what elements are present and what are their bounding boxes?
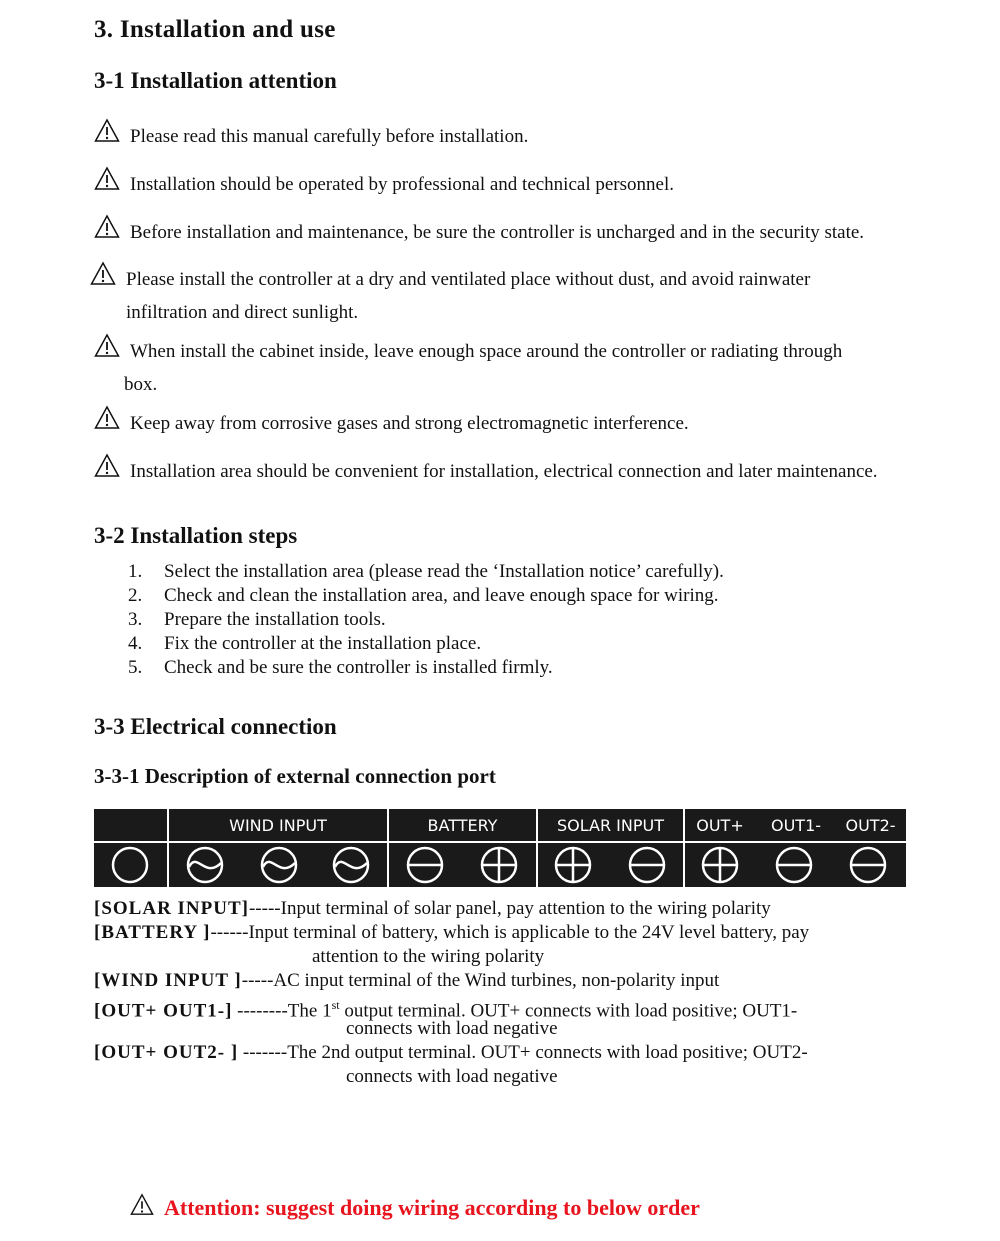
warning-triangle-icon (94, 118, 120, 144)
warning-triangle-icon (94, 453, 120, 479)
list-item (128, 584, 724, 608)
port-description (94, 969, 719, 993)
warning-text: Please install the controller at a dry and ventilated place without dust, and avoid rainwater (126, 269, 811, 290)
positive-terminal-icon (556, 848, 590, 882)
warning-text: Please read this manual carefully before installation. (130, 126, 529, 147)
warning-text: When install the cabinet inside, leave enough space around the controller or radiating through (130, 341, 843, 362)
port-description (94, 1041, 808, 1065)
blank-terminal-icon (113, 848, 147, 882)
positive-terminal-icon (482, 848, 516, 882)
port-dash: ------- (238, 1042, 288, 1063)
negative-terminal-icon (408, 848, 442, 882)
port-text: output terminal. OUT+ connects with load positive; OUT1- (339, 1000, 798, 1022)
warning-triangle-icon (94, 214, 120, 240)
warning-triangle-icon (130, 1193, 154, 1217)
warning-text: Keep away from corrosive gases and strong electromagnetic interference. (130, 413, 689, 434)
step-text: Select the installation area (please read the ‘Installation notice’ carefully). (164, 561, 724, 582)
terminal-strip-diagram (94, 809, 906, 887)
port-text: The 2nd output terminal. OUT+ connects with load positive; OUT2- (287, 1042, 808, 1063)
port-description (94, 921, 809, 945)
negative-terminal-icon (777, 848, 811, 882)
port-dash: -------- (232, 1000, 288, 1022)
list-item (128, 656, 724, 680)
port-text: Input terminal of battery, which is applicable to the 24V level battery, pay (248, 922, 810, 943)
step-number: 1. (128, 561, 143, 582)
warning-text-continued: infiltration and direct sunlight. (126, 302, 359, 323)
section-title: 3. Installation and use (94, 16, 336, 43)
terminal-screws (94, 843, 906, 887)
subsection-title-installation-steps: 3-2 Installation steps (94, 523, 298, 548)
warning-triangle-icon (90, 261, 116, 287)
solar-input-label: SOLAR INPUT (557, 816, 664, 835)
port-text-continued: attention to the wiring polarity (312, 946, 545, 967)
list-item (128, 608, 724, 632)
step-number: 3. (128, 609, 143, 630)
list-item (128, 632, 724, 656)
port-description (94, 897, 771, 921)
out2-minus-label: OUT2- (845, 816, 896, 835)
subsection-title-electrical-connection: 3-3 Electrical connection (94, 714, 337, 739)
port-dash: ----- (248, 898, 281, 919)
superscript: st (331, 998, 340, 1012)
negative-terminal-icon (851, 848, 885, 882)
warning-triangle-icon (94, 405, 120, 431)
port-text: The 1 (287, 1000, 332, 1022)
port-text-continued: connects with load negative (346, 1018, 558, 1039)
port-text: AC input terminal of the Wind turbines, non-polarity input (273, 970, 720, 991)
port-key: [BATTERY ] (94, 922, 211, 943)
attention-text: Attention: suggest doing wiring according to below order (164, 1195, 700, 1220)
positive-terminal-icon (703, 848, 737, 882)
port-key: [OUT+ OUT2- ] (94, 1042, 239, 1063)
step-text: Check and clean the installation area, and leave enough space for wiring. (164, 585, 719, 606)
step-text: Prepare the installation tools. (164, 609, 386, 630)
installation-steps-list (128, 560, 724, 680)
port-key: [WIND INPUT ] (94, 970, 242, 991)
negative-terminal-icon (630, 848, 664, 882)
list-item (128, 560, 724, 584)
port-text-continued: connects with load negative (346, 1066, 558, 1087)
warning-text: Installation area should be convenient for installation, electrical connection and later maintenance. (130, 461, 878, 482)
out1-minus-label: OUT1- (770, 816, 822, 835)
warning-triangle-icon (94, 333, 120, 359)
warning-text: Before installation and maintenance, be sure the controller is uncharged and in the security state. (130, 222, 865, 243)
ac-terminal-icon (188, 848, 222, 882)
step-text: Fix the controller at the installation place. (164, 633, 482, 654)
ac-terminal-icon (262, 848, 296, 882)
port-dash: ----- (241, 970, 274, 991)
warning-text: Installation should be operated by professional and technical personnel. (130, 174, 674, 195)
port-text: Input terminal of solar panel, pay attention to the wiring polarity (280, 898, 771, 919)
port-key: [OUT+ OUT1-] (94, 1000, 233, 1022)
step-text: Check and be sure the controller is installed firmly. (164, 657, 553, 678)
subsection-title-installation-attention: 3-1 Installation attention (94, 68, 337, 93)
port-dash: ------ (210, 922, 249, 943)
warning-text-continued: box. (124, 374, 158, 395)
step-number: 5. (128, 657, 143, 678)
step-number: 2. (128, 585, 143, 606)
ac-terminal-icon (334, 848, 368, 882)
port-description-title: 3-3-1 Description of external connection port (94, 764, 496, 788)
step-number: 4. (128, 633, 143, 654)
warning-triangle-icon (94, 166, 120, 192)
battery-label: BATTERY (427, 816, 498, 835)
wind-input-label: WIND INPUT (229, 816, 327, 835)
port-key: [SOLAR INPUT] (94, 898, 249, 919)
out-plus-label: OUT+ (696, 816, 744, 835)
